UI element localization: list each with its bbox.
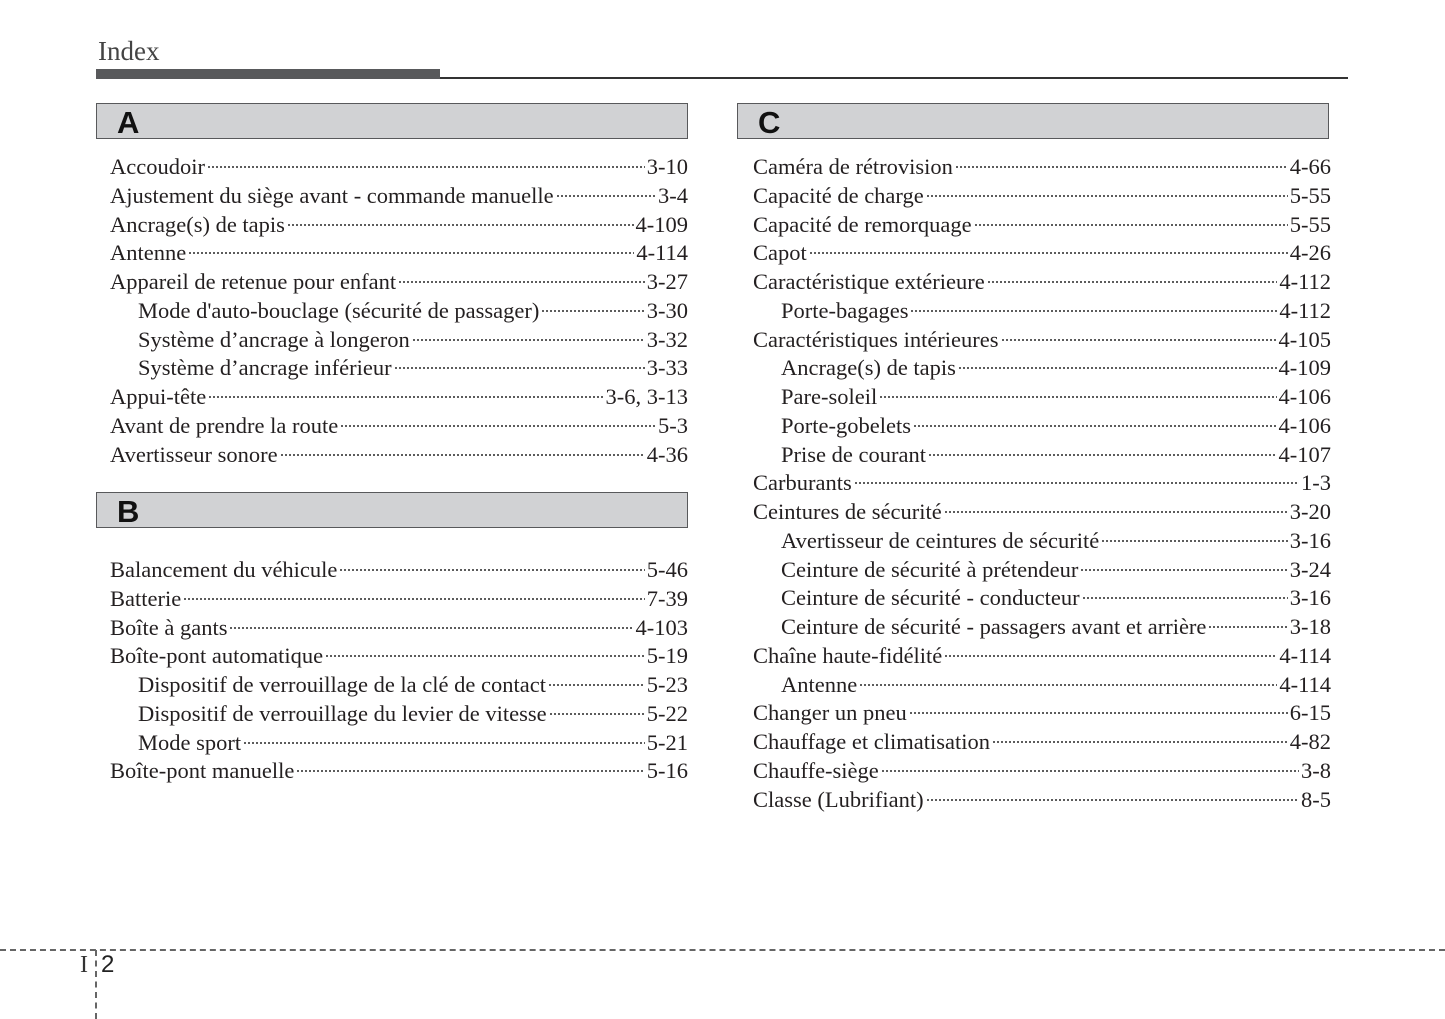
entry-page: 4-107 bbox=[1278, 441, 1331, 467]
entry-page: 4-114 bbox=[636, 240, 688, 266]
index-entry bbox=[753, 527, 1331, 556]
entry-page: 1-3 bbox=[1301, 470, 1331, 496]
dot-leader bbox=[926, 194, 1288, 198]
dot-leader bbox=[556, 194, 656, 198]
index-entry bbox=[110, 757, 688, 786]
entry-page: 3-16 bbox=[1289, 527, 1331, 553]
entry-label: Boîte-pont automatique bbox=[110, 643, 324, 669]
entry-page: 3-8 bbox=[1301, 757, 1331, 783]
entry-label: Batterie bbox=[110, 585, 182, 611]
entry-page: 5-55 bbox=[1289, 211, 1331, 237]
entry-label: Ceinture de sécurité - passagers avant et arrière bbox=[781, 614, 1207, 639]
entry-label: Capot bbox=[753, 240, 807, 266]
index-entry bbox=[110, 211, 688, 240]
index-entry bbox=[753, 412, 1331, 441]
entry-page: 3-16 bbox=[1289, 585, 1331, 611]
dot-leader bbox=[854, 481, 1299, 485]
entry-page: 5-19 bbox=[646, 643, 688, 669]
index-entry bbox=[110, 700, 688, 729]
index-entry bbox=[753, 498, 1331, 527]
entry-page: 5-23 bbox=[646, 672, 688, 697]
entry-page: 4-103 bbox=[635, 614, 688, 640]
index-entry bbox=[753, 469, 1331, 498]
index-entry bbox=[110, 441, 688, 470]
entry-page: 3-24 bbox=[1289, 556, 1331, 582]
entry-page: 4-106 bbox=[1278, 412, 1331, 438]
entry-label: Appui-tête bbox=[110, 384, 207, 409]
index-entry bbox=[753, 728, 1331, 757]
index-entry bbox=[110, 297, 688, 326]
entry-page: 3-32 bbox=[646, 326, 688, 352]
entry-label: Ceintures de sécurité bbox=[753, 499, 942, 524]
entry-label: Avertisseur de ceintures de sécurité bbox=[781, 527, 1100, 553]
dot-leader bbox=[992, 740, 1288, 744]
index-entry bbox=[753, 613, 1331, 642]
index-entry bbox=[753, 326, 1331, 355]
section-letter: B bbox=[117, 494, 140, 529]
entry-page: 4-36 bbox=[646, 441, 688, 467]
entry-label: Capacité de remorquage bbox=[753, 211, 972, 237]
index-entry bbox=[110, 671, 688, 700]
entry-label: Chauffage et climatisation bbox=[753, 729, 991, 754]
index-entry bbox=[753, 441, 1331, 470]
entry-page: 4-109 bbox=[635, 211, 688, 237]
entry-page: 4-105 bbox=[1278, 326, 1331, 352]
index-entry bbox=[753, 354, 1331, 383]
dot-leader bbox=[296, 769, 644, 773]
footer-divider bbox=[0, 949, 1445, 951]
entry-label: Système d’ancrage inférieur bbox=[138, 355, 392, 381]
entry-label: Caractéristique extérieure bbox=[753, 269, 985, 294]
index-entry bbox=[110, 182, 688, 211]
index-entry bbox=[110, 642, 688, 671]
index-entry bbox=[753, 642, 1331, 671]
dot-leader bbox=[879, 395, 1276, 399]
entry-page: 4-114 bbox=[1279, 671, 1331, 697]
dot-leader bbox=[1101, 539, 1288, 543]
entry-label: Capacité de charge bbox=[753, 182, 924, 208]
entry-label: Appareil de retenue pour enfant bbox=[110, 269, 397, 294]
entry-label: Changer un pneu bbox=[753, 700, 907, 726]
index-list-c bbox=[753, 153, 1331, 814]
entry-page: 3-4 bbox=[658, 182, 688, 208]
entry-page: 3-6, 3-13 bbox=[605, 384, 688, 409]
section-letter: A bbox=[117, 105, 140, 140]
dot-leader bbox=[183, 597, 645, 601]
dot-leader bbox=[207, 165, 645, 169]
entry-page: 4-106 bbox=[1278, 384, 1331, 409]
entry-label: Ceinture de sécurité - conducteur bbox=[781, 585, 1080, 611]
index-entry bbox=[110, 153, 688, 182]
entry-label: Antenne bbox=[110, 240, 187, 266]
dot-leader bbox=[325, 654, 645, 658]
dot-leader bbox=[1080, 568, 1287, 572]
dot-leader bbox=[340, 424, 656, 428]
index-list-b bbox=[110, 556, 688, 786]
entry-page: 4-82 bbox=[1289, 729, 1331, 754]
entry-page: 4-26 bbox=[1289, 240, 1331, 266]
entry-page: 6-15 bbox=[1289, 700, 1331, 726]
dot-leader bbox=[1082, 596, 1288, 600]
index-entry bbox=[753, 268, 1331, 297]
dot-leader bbox=[548, 683, 645, 687]
section-letter: C bbox=[758, 105, 781, 140]
index-entry bbox=[753, 699, 1331, 728]
entry-page: 5-22 bbox=[646, 700, 688, 726]
index-entry bbox=[753, 584, 1331, 613]
dot-leader bbox=[541, 309, 644, 313]
entry-page: 4-114 bbox=[1279, 642, 1331, 668]
entry-page: 4-112 bbox=[1279, 269, 1331, 294]
entry-label: Boîte à gants bbox=[110, 614, 228, 640]
entry-label: Ancrage(s) de tapis bbox=[781, 355, 956, 381]
entry-label: Balancement du véhicule bbox=[110, 557, 338, 582]
index-list-a bbox=[110, 153, 688, 469]
dot-leader bbox=[1208, 625, 1287, 629]
dot-leader bbox=[881, 769, 1299, 773]
entry-page: 5-21 bbox=[646, 729, 688, 755]
dot-leader bbox=[926, 798, 1299, 802]
entry-label: Dispositif de verrouillage de la clé de contact bbox=[138, 672, 546, 697]
entry-page: 8-5 bbox=[1301, 786, 1331, 812]
index-entry bbox=[753, 671, 1331, 700]
section-header-b bbox=[96, 492, 688, 528]
entry-label: Classe (Lubrifiant) bbox=[753, 786, 924, 812]
entry-page: 3-33 bbox=[646, 355, 688, 381]
dot-leader bbox=[229, 626, 633, 630]
dot-leader bbox=[243, 741, 645, 745]
entry-label: Caractéristiques intérieures bbox=[753, 326, 999, 352]
entry-label: Ajustement du siège avant - commande manuelle bbox=[110, 182, 554, 208]
dot-leader bbox=[1001, 338, 1277, 342]
entry-page: 5-16 bbox=[646, 758, 688, 784]
entry-label: Mode d'auto-bouclage (sécurité de passager) bbox=[138, 297, 540, 323]
dot-leader bbox=[909, 711, 1288, 715]
dot-leader bbox=[910, 309, 1277, 313]
entry-page: 4-112 bbox=[1279, 297, 1331, 323]
entry-label: Pare-soleil bbox=[781, 384, 878, 409]
dot-leader bbox=[549, 712, 645, 716]
entry-page: 5-46 bbox=[646, 557, 688, 582]
index-entry bbox=[753, 786, 1331, 815]
section-header-c bbox=[737, 103, 1329, 139]
entry-page: 4-109 bbox=[1278, 355, 1331, 381]
dot-leader bbox=[398, 280, 645, 284]
entry-label: Carburants bbox=[753, 470, 852, 496]
dot-leader bbox=[394, 366, 645, 370]
index-entry bbox=[110, 614, 688, 643]
entry-page: 3-10 bbox=[646, 154, 688, 179]
dot-leader bbox=[987, 280, 1278, 284]
entry-page: 3-18 bbox=[1289, 614, 1331, 639]
entry-label: Ceinture de sécurité à prétendeur bbox=[781, 556, 1079, 582]
dot-leader bbox=[339, 568, 644, 572]
index-entry bbox=[110, 326, 688, 355]
entry-label: Chauffe-siège bbox=[753, 757, 879, 783]
page-title: Index bbox=[98, 36, 160, 66]
index-entry bbox=[753, 211, 1331, 240]
index-entry bbox=[753, 182, 1331, 211]
dot-leader bbox=[287, 223, 634, 227]
dot-leader bbox=[955, 165, 1288, 169]
index-entry bbox=[753, 556, 1331, 585]
header-rule bbox=[440, 77, 1348, 79]
section-header-a bbox=[96, 103, 688, 139]
dot-leader bbox=[188, 251, 634, 255]
entry-label: Boîte-pont manuelle bbox=[110, 758, 295, 784]
index-entry bbox=[110, 412, 688, 441]
entry-page: 5-3 bbox=[658, 412, 688, 438]
header-bar bbox=[96, 69, 440, 79]
dot-leader bbox=[809, 251, 1288, 255]
entry-label: Ancrage(s) de tapis bbox=[110, 211, 285, 237]
entry-label: Mode sport bbox=[138, 729, 242, 755]
index-entry bbox=[110, 729, 688, 758]
index-entry bbox=[753, 297, 1331, 326]
index-entry bbox=[110, 239, 688, 268]
entry-page: 7-39 bbox=[646, 585, 688, 611]
index-entry bbox=[110, 585, 688, 614]
entry-label: Avant de prendre la route bbox=[110, 412, 339, 438]
entry-label: Avertisseur sonore bbox=[110, 441, 278, 467]
dot-leader bbox=[412, 338, 645, 342]
dot-leader bbox=[974, 223, 1288, 227]
dot-leader bbox=[944, 654, 1277, 658]
entry-label: Dispositif de verrouillage du levier de vitesse bbox=[138, 700, 547, 726]
entry-label: Système d’ancrage à longeron bbox=[138, 326, 410, 352]
footer-vertical-divider bbox=[95, 950, 97, 1019]
index-entry bbox=[753, 383, 1331, 412]
entry-label: Chaîne haute-fidélité bbox=[753, 642, 943, 668]
index-entry bbox=[110, 268, 688, 297]
entry-page: 3-30 bbox=[646, 297, 688, 323]
entry-label: Porte-gobelets bbox=[781, 412, 911, 438]
index-entry bbox=[110, 556, 688, 585]
entry-page: 4-66 bbox=[1289, 154, 1331, 179]
index-entry bbox=[110, 383, 688, 412]
dot-leader bbox=[859, 683, 1277, 687]
entry-label: Prise de courant bbox=[781, 441, 926, 467]
entry-page: 3-20 bbox=[1289, 499, 1331, 524]
dot-leader bbox=[944, 510, 1288, 514]
dot-leader bbox=[928, 453, 1277, 457]
page-number: 2 bbox=[101, 951, 115, 978]
entry-label: Caméra de rétrovision bbox=[753, 154, 953, 179]
dot-leader bbox=[208, 395, 603, 399]
dot-leader bbox=[280, 453, 645, 457]
index-entry bbox=[753, 153, 1331, 182]
entry-label: Antenne bbox=[781, 671, 858, 697]
entry-page: 5-55 bbox=[1289, 182, 1331, 208]
index-entry bbox=[110, 354, 688, 383]
dot-leader bbox=[958, 366, 1277, 370]
index-entry bbox=[753, 239, 1331, 268]
entry-label: Accoudoir bbox=[110, 154, 205, 179]
footer-section: I bbox=[80, 952, 88, 978]
entry-page: 3-27 bbox=[646, 269, 688, 294]
index-entry bbox=[753, 757, 1331, 786]
entry-label: Porte-bagages bbox=[781, 297, 909, 323]
dot-leader bbox=[913, 424, 1277, 428]
